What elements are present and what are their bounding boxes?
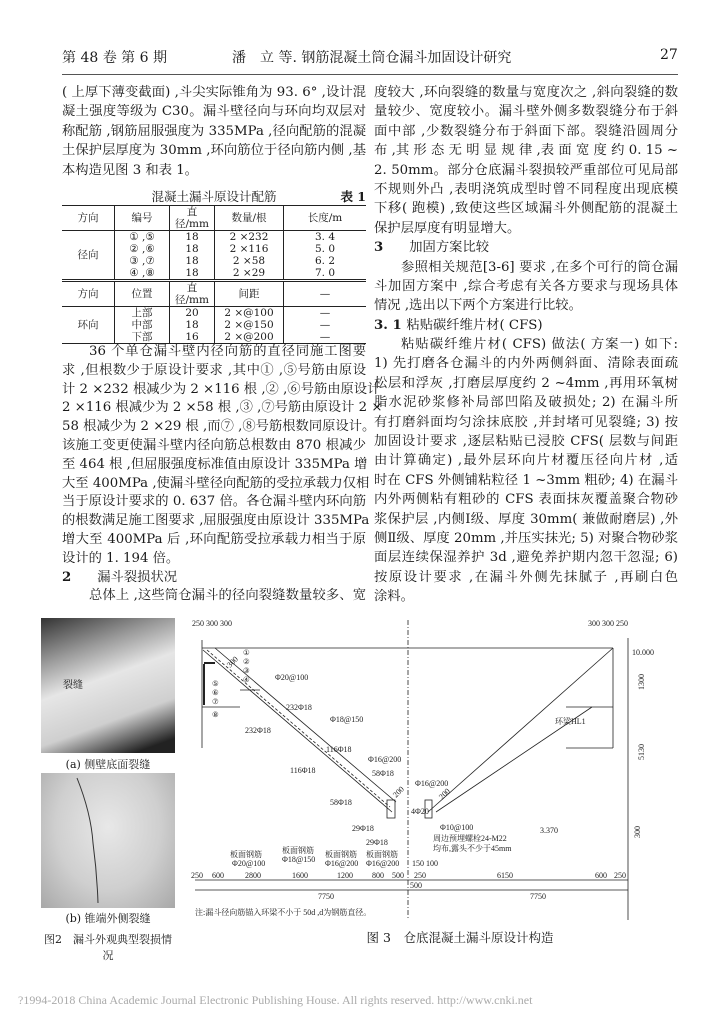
bottom-dim: 800 (372, 871, 384, 880)
crack-line-graphic (41, 773, 175, 908)
text-line: 不规则外凸 ,表明浇筑成型时曾不同程度出现底模 (374, 181, 678, 197)
cell: 5. 0 (314, 243, 336, 255)
rebar-label: Φ18@150 (330, 715, 364, 724)
figure3-labels (191, 619, 654, 901)
text-line: 求 ,但根数少于原设计要求 ,其中① ,⑤号筋由原设 (62, 362, 366, 378)
table-row (62, 231, 366, 244)
cell: 18 (170, 231, 215, 244)
cell: ③ ,⑦ (115, 255, 170, 267)
text-line: 2. 50mm。部分仓底漏斗裂损较严重部位可见局部 (374, 162, 678, 178)
cell: 18 (170, 267, 215, 281)
figure2-caption: 图2 漏斗外观典型裂损情况 (44, 933, 172, 962)
cell: — (319, 319, 331, 331)
text-line: 面中部 ,少数裂缝分布于斜面下部。裂缝沿圆周分 (374, 123, 678, 139)
slab-label: 板面钢筋 (230, 850, 262, 859)
table-row (62, 307, 366, 320)
elevation-label: 10.000 (632, 648, 654, 657)
text-line: 36 个单仓漏斗壁内径向筋的直径同施工图要 (89, 344, 366, 359)
slab-label: Φ18@150 (282, 855, 316, 864)
rebar-number: ② (243, 657, 250, 666)
text-line: 松层和浮灰 ,打磨层厚度约 2 ~4mm ,再用环氧树 (374, 375, 678, 391)
text-line: 当于原设计要求的 0. 637 倍。各仓漏斗壁内环向筋 (62, 494, 366, 510)
rebar-label: 232Φ18 (286, 703, 312, 712)
copyright-footer: ?1994-2018 China Academic Journal Electronic Publishing House. All rights reserved. http://www.cnki.net (18, 993, 533, 1007)
text-line: 浆保护层 ,内侧Ⅰ级、厚度 30mm( 兼做耐磨层) ,外 (374, 511, 678, 527)
group-label: 环向 (62, 307, 115, 344)
crack-photo-b (41, 773, 175, 908)
thickness-label: 200 (437, 786, 452, 802)
th: 编号 (115, 206, 170, 231)
cell: ① ,⑤ (115, 231, 170, 244)
section-number: 2 (62, 569, 72, 585)
rebar-number: ③ (243, 666, 250, 675)
cell: 6. 2 (314, 255, 336, 267)
bottom-dim: 2800 (245, 871, 261, 880)
cell: 2 ×232 (215, 231, 284, 244)
page-number: 27 (660, 47, 678, 63)
text-line: 内外两侧粘有粗砂的 CFS 表面抹灰覆盖聚合物砂 (374, 492, 678, 508)
text-line: 2 ×116 根减少为 2 ×58 根 ,③ ,⑦号筋由原设计 2 × (62, 400, 383, 416)
bottom-dim: 500 (410, 881, 422, 890)
text-line: 凝土强度等级为 C30。漏斗壁径向与环向均双层对 (62, 104, 366, 120)
bottom-dim: 600 (595, 871, 607, 880)
rebar-label: 116Φ18 (326, 745, 352, 754)
text-line: 粘贴碳纤维片材( CFS) 做法( 方案一) 如下: (401, 337, 678, 353)
text-line: 设计的 1. 194 倍。 (62, 550, 180, 566)
text-line: 有打磨斜面均匀涂抹底胶 ,并封堵可见裂缝; 3) 按 (374, 414, 678, 430)
running-header-volume: 第 48 卷 第 6 期 (62, 50, 167, 66)
cell: 7. 0 (314, 267, 336, 279)
paragraph-block (62, 343, 383, 606)
dim-label: 300 300 250 (588, 619, 628, 628)
text-line: 情况 ,选出以下两个方案进行比较。 (374, 298, 582, 314)
total-dim: 7750 (318, 892, 334, 901)
table-block (62, 188, 366, 344)
bottom-dim: 500 (392, 871, 404, 880)
dim-label: 250 300 300 (192, 619, 232, 628)
rebar-label: 58Φ18 (330, 798, 352, 807)
rebar-label: 58Φ18 (372, 769, 394, 778)
slab-label: Φ16@200 (325, 859, 359, 868)
cell: ④ ,⑧ (115, 267, 170, 281)
elevation-label: 3.370 (540, 826, 558, 835)
slab-label: 板面钢筋 (325, 850, 357, 859)
table-header-row (62, 206, 366, 231)
text-line: 1) 先打磨各仓漏斗的内外两侧斜面、清除表面疏 (374, 356, 678, 372)
figure3-note: 注:漏斗径向筋锚入环梁不小于 50d ,d为钢筋直径。 (195, 908, 372, 917)
paragraph (374, 335, 678, 606)
bottom-dim: 250 (414, 871, 426, 880)
text-line: ( 上厚下薄变截面) ,斗尖实际锥角为 93. 6° ,设计混 (62, 85, 366, 100)
group-label: 径向 (62, 231, 115, 281)
rebar-number: ① (243, 648, 250, 657)
bottom-dim: 600 (212, 871, 224, 880)
text-line: 按原设计要求 ,在漏斗外侧先抹腻子 ,再刷白色 (374, 569, 678, 585)
th: 位置 (115, 281, 170, 307)
cell: 3. 4 (314, 231, 336, 243)
total-dim: 7750 (530, 892, 546, 901)
bottom-dim: 250 (614, 871, 626, 880)
text-line: 斗加固方案中 ,综合考虑有关各方要求与现场具体 (374, 278, 678, 294)
thickness-label: 300 (225, 654, 240, 670)
rebar-number: ⑥ (212, 688, 219, 697)
rebar-label: Φ10@100 (440, 823, 474, 832)
cell: 2 ×58 (215, 255, 284, 267)
text-line: 58 根减少为 2 ×29 根 ,而⑦ ,⑧号筋根数同原设计。 (62, 419, 376, 435)
text-line: 度较大 ,环向裂缝的数量与宽度次之 ,斜向裂缝的数 (374, 85, 678, 100)
running-header-title: 潘 立 等. 钢筋混凝土筒仓漏斗加固设计研究 (232, 50, 512, 66)
cell: 下部 (115, 331, 170, 344)
slab-label: 板面钢筋 (366, 850, 398, 859)
text-line: 加固设计要求 ,逐层粘贴已浸胶 CFS( 层数与间距 (374, 434, 678, 450)
figure3-caption: 图 3 仓底混凝土漏斗原设计构造 (366, 930, 554, 945)
th: 间距 (215, 281, 284, 307)
text-line: 面层连续保湿养护 3d ,避免养护期内忽干忽湿; 6) (374, 550, 678, 566)
cell: — (319, 331, 331, 343)
bottom-dim: 6150 (497, 871, 513, 880)
text-line: 计 2 ×232 根减少为 2 ×116 根 ,② ,⑥号筋由原设计 (62, 381, 381, 397)
text-line: 脂水泥砂浆修补局部凹陷及破损处; 2) 在漏斗所 (374, 395, 678, 411)
slab-label: 板面钢筋 (282, 846, 314, 855)
cell: ② ,⑥ (115, 243, 170, 255)
text-line: 涂料。 (374, 589, 414, 605)
rebar-label: 232Φ18 (245, 726, 271, 735)
text-line: 大至 400MPa ,使漏斗壁径向配筋的受拉承载力仅相 (62, 475, 370, 491)
cell: 2 ×@100 (215, 307, 284, 320)
text-line: 保护层厚度有明显增大。 (374, 220, 521, 236)
text-line: 时在 CFS 外侧铺粘粒径 1 ~3mm 粗砂; 4) 在漏斗 (374, 472, 678, 488)
table-caption (62, 188, 366, 205)
cell: 2 ×116 (215, 243, 284, 255)
bottom-dim: 1600 (292, 871, 308, 880)
table-number: 表 1 (340, 189, 366, 204)
crack-photo-a (41, 618, 175, 753)
cell: 上部 (115, 307, 170, 320)
embed-note: 周边预埋螺栓24-M22 (433, 834, 507, 843)
table-title: 混凝土漏斗原设计配筋 (151, 189, 277, 204)
section-heading-2 (62, 569, 366, 588)
paragraph (374, 258, 678, 316)
rebar-number: ④ (243, 675, 250, 684)
th: 方向 (62, 281, 115, 307)
section-title: 粘贴碳纤维片材( CFS) (406, 317, 543, 333)
text-line: 下移( 跑模) ,致使这些区域漏斗外侧配筋的混凝土 (374, 201, 678, 217)
text-line: 增大至 400MPa 后 ,环向配筋受拉承载力相当于原 (62, 531, 366, 547)
bottom-dim: 1200 (337, 871, 353, 880)
dim-label: 5130 (637, 744, 646, 760)
cell: 2 ×29 (215, 267, 284, 281)
section-heading-3-1 (374, 316, 678, 335)
figure2-sub-a-caption: (a) 侧壁底面裂缝 (65, 758, 151, 771)
text-line: 参照相关规范[3-6] 要求 ,在多个可行的筒仓漏 (401, 259, 678, 275)
cell: 20 (170, 307, 215, 320)
rebar-number: ⑧ (212, 710, 219, 719)
crack-label: 裂缝 (63, 680, 83, 691)
rebar-label: 4Φ20 (411, 807, 429, 816)
text-line: 该施工变更使漏斗壁内径向筋总根数由 870 根减少 (62, 437, 366, 453)
slab-label: Φ20@100 (232, 859, 266, 868)
th: 数量/根 (215, 206, 284, 231)
cell: 2 ×@200 (215, 331, 284, 344)
rebar-label: 29Φ18 (352, 824, 374, 833)
section-title: 加固方案比较 (409, 240, 490, 256)
rebar-label: Φ16@200 (415, 779, 449, 788)
th: 直径/mm (170, 281, 215, 307)
rebar-number: ⑦ (212, 697, 219, 706)
text-line: 的根数满足施工图要求 ,屈服强度由原设计 335MPa (62, 513, 370, 529)
thickness-label: 200 (391, 784, 406, 800)
dim-label: 1300 (637, 674, 646, 690)
rebar-number: ⑤ (212, 679, 219, 688)
cell: — (319, 307, 331, 319)
cell: 中部 (115, 319, 170, 331)
paragraph (374, 83, 678, 238)
bottom-dim: 250 (191, 871, 203, 880)
text-line: 布 ,其 形 态 无 明 显 规 律 ,表 面 宽 度 约 0. 15 ~ (374, 143, 678, 159)
section-heading-3 (374, 238, 678, 257)
section-title: 漏斗裂损状况 (97, 569, 178, 585)
figure2-sub-b-caption: (b) 锥端外侧裂缝 (65, 912, 151, 925)
text-line: 称配筋 ,钢筋屈服强度为 335MPa ,径向配筋的混凝 (62, 123, 366, 139)
dim-label: 300 (633, 826, 642, 838)
section-number: 3 (374, 240, 384, 256)
embed-note: 均布,露头不少于45mm (433, 844, 512, 853)
left-column (62, 83, 383, 613)
hopper-section-drawing (190, 615, 705, 925)
rebar-label: 116Φ18 (290, 766, 316, 775)
text-line: 本构造见图 3 和表 1。 (62, 162, 198, 178)
th: 直径/mm (170, 206, 215, 231)
dim-label: 150 100 (412, 859, 438, 868)
cell: 18 (170, 255, 215, 267)
paragraph (62, 343, 383, 569)
reinforcement-table (62, 205, 366, 344)
ring-beam-label: 环梁HL1 (555, 717, 586, 726)
text-line: 总体上 ,这些筒仓漏斗的径向裂缝数量较多、宽 (89, 588, 366, 604)
section-number: 3. 1 (374, 317, 402, 333)
rebar-label: 29Φ18 (366, 838, 388, 847)
text-line: 至 464 根 ,但屈服强度标准值由原设计 335MPa 增 (62, 456, 368, 472)
cell: 18 (170, 319, 215, 331)
right-column (374, 83, 678, 607)
text-line: 量较少、宽度较小。漏斗壁外侧多数裂缝分布于斜 (374, 104, 678, 120)
text-line: 侧Ⅱ级、厚度 20mm ,并压实抹光; 5) 对聚合物砂浆 (374, 530, 678, 546)
slab-label: Φ16@200 (366, 859, 400, 868)
header-rule (62, 74, 678, 75)
rebar-label: Φ16@200 (368, 755, 402, 764)
th: 长度/m (307, 212, 343, 224)
cell: 16 (170, 331, 215, 344)
th: — (319, 288, 331, 300)
text-line: 土保护层厚度为 30mm ,环向筋位于径向筋内侧 ,基 (62, 143, 366, 159)
cell: 2 ×@150 (215, 319, 284, 331)
table-header-row (62, 281, 366, 307)
cell: 18 (170, 243, 215, 255)
rebar-label: Φ20@100 (275, 673, 309, 682)
text-line: 由计算确定) ,最外层环向片材覆压径向片材 ,适 (374, 453, 678, 469)
intro-paragraph (62, 83, 366, 180)
th: 方向 (62, 206, 115, 231)
